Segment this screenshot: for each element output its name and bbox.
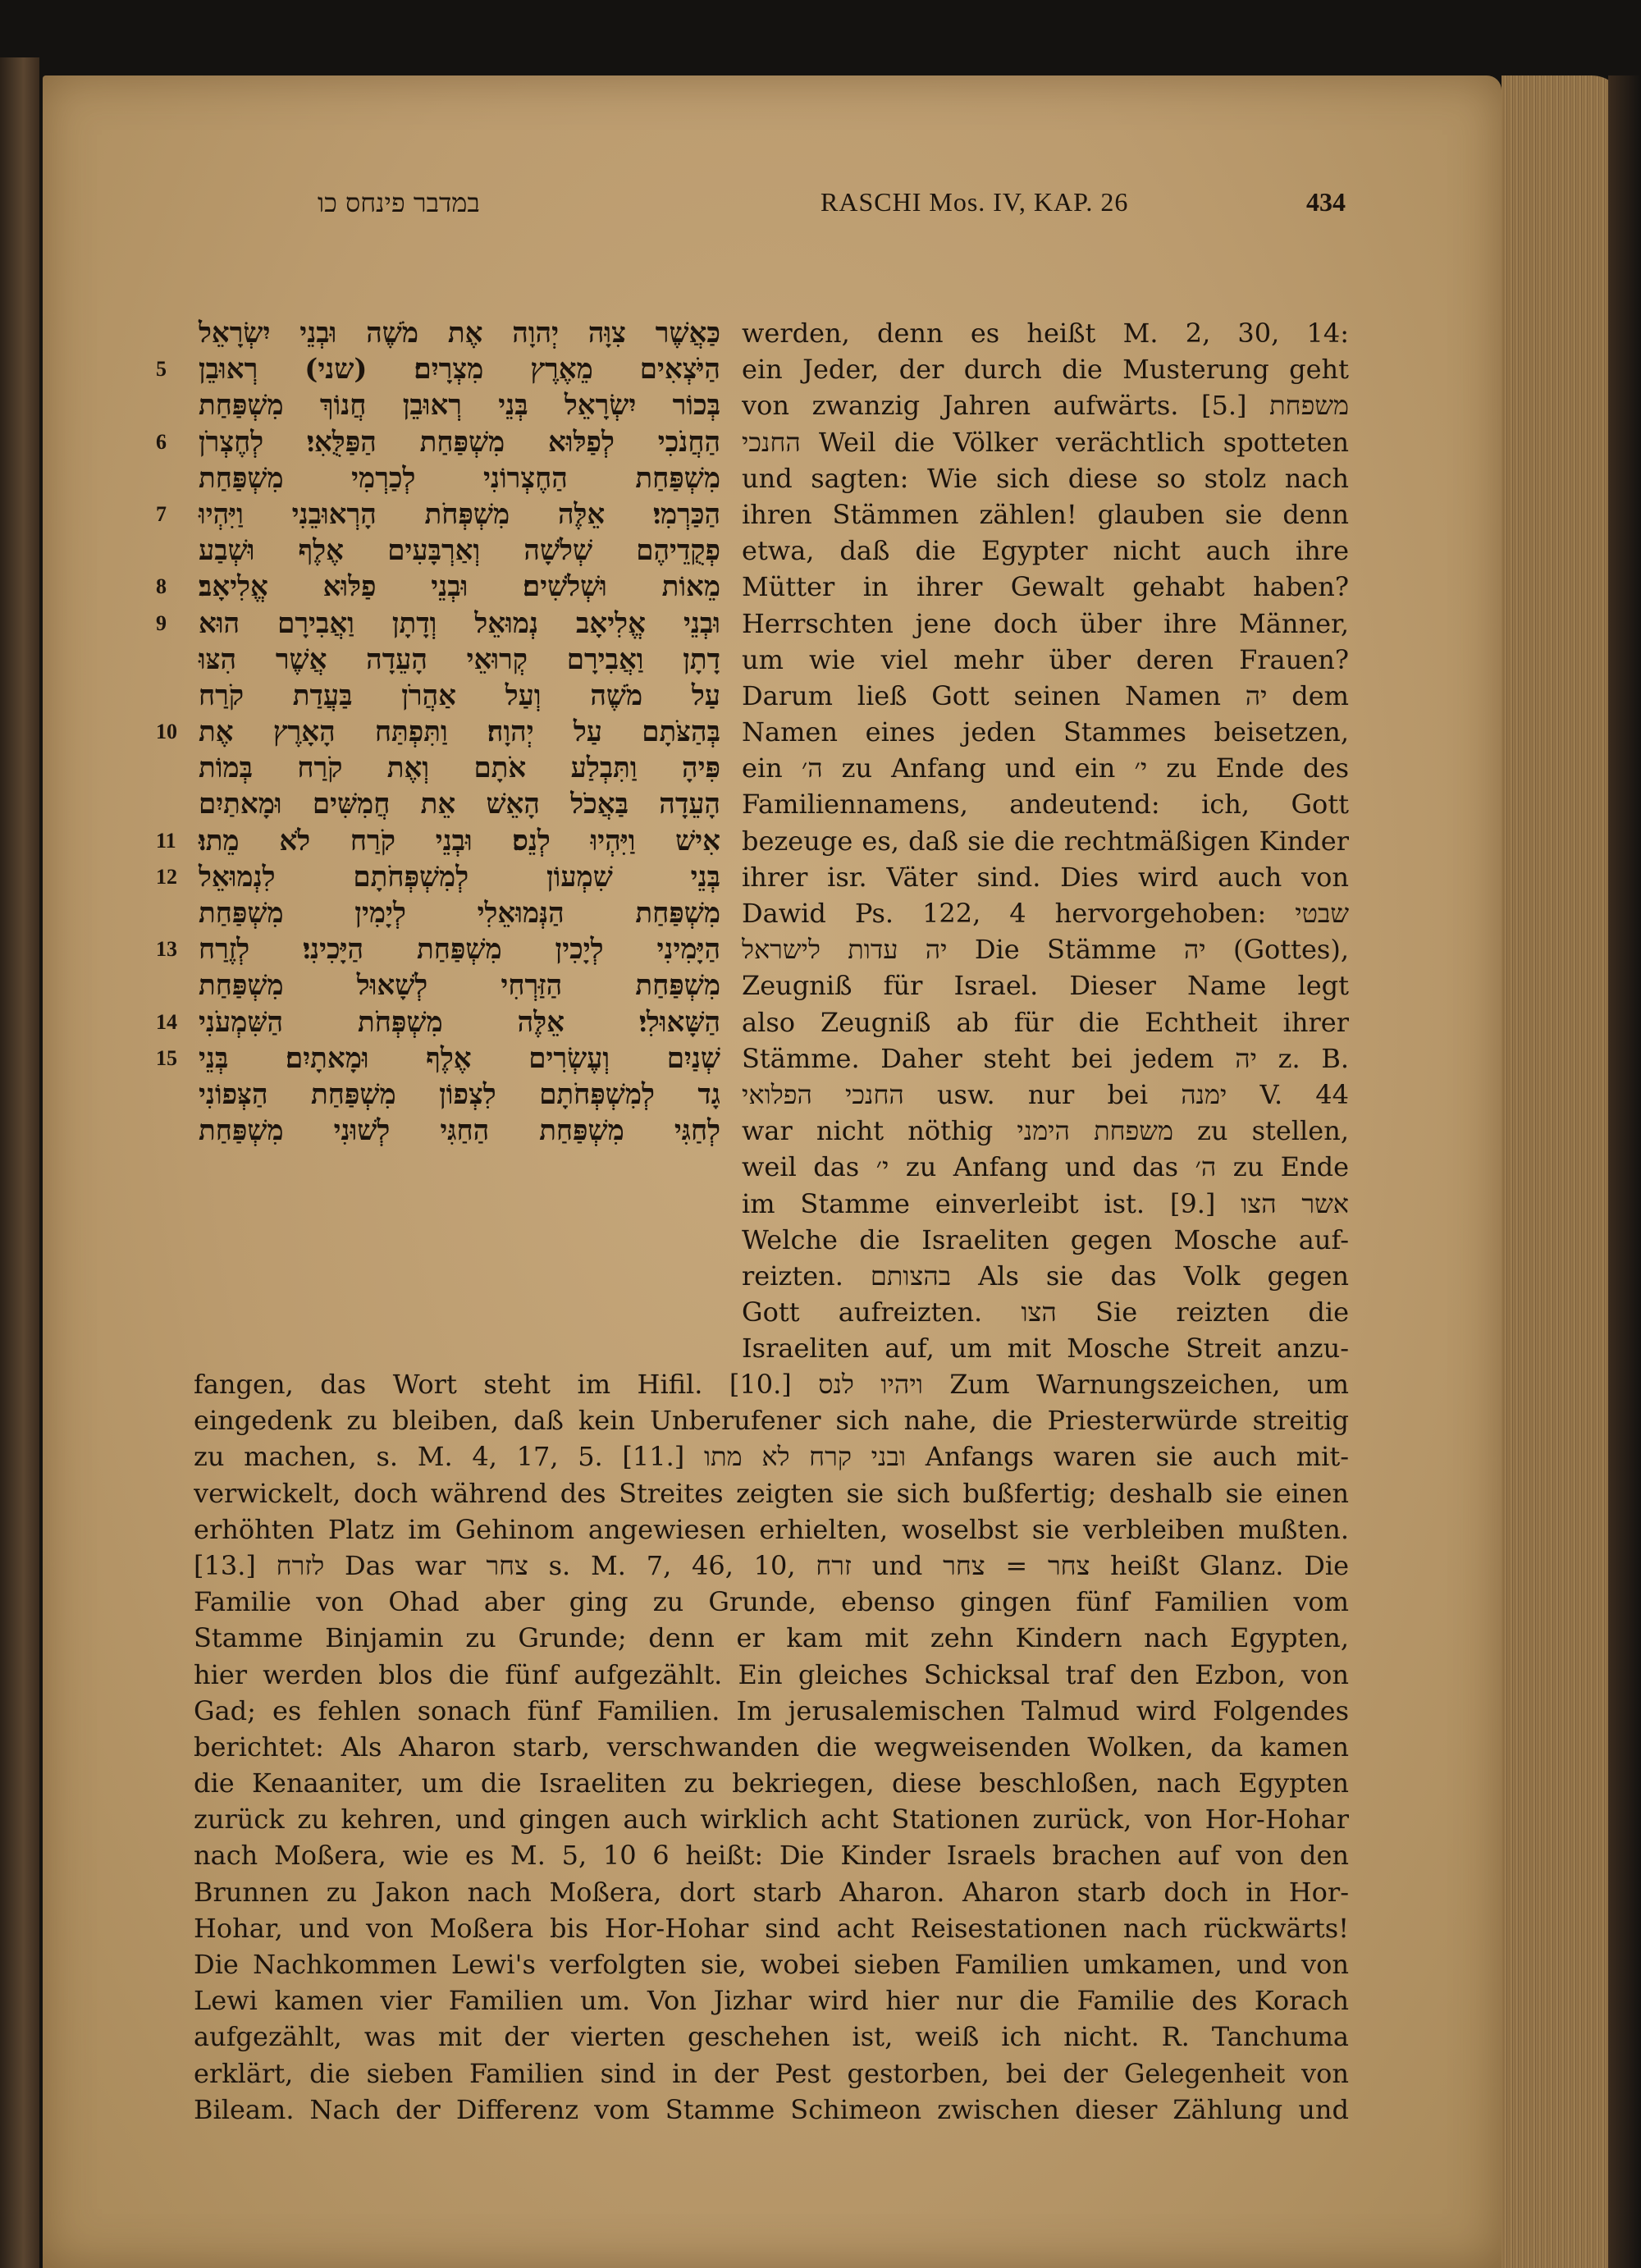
header-hebrew-title: במדבר פינחס כו: [318, 187, 480, 218]
hebrew-line: [156, 496, 720, 533]
commentary-line: reizten. בהצותם Als sie das Volk gegen: [742, 1260, 1349, 1292]
page-number: 434: [1306, 187, 1346, 217]
commentary-line: und sagten: Wie sich diese so stolz nach: [742, 462, 1349, 494]
hebrew-line: [156, 315, 720, 351]
book-page: [43, 75, 1502, 2268]
verse-number: 15: [156, 1045, 177, 1070]
hebrew-bible-text: [156, 315, 720, 1149]
commentary-line: Stämme. Daher steht bei jedem יה z. B.: [742, 1042, 1349, 1074]
verse-number: 14: [156, 1009, 177, 1034]
hebrew-line: [156, 642, 720, 678]
hebrew-line: [156, 387, 720, 423]
commentary-line: ein Jeder, der durch die Musterung geht: [742, 354, 1349, 386]
hebrew-line-text: הַכַּרְמִי׃ אֵלֶּה מִשְׁפְּחֹת הָרְאוּבֵנִי וַיִּהְיוּ: [199, 497, 720, 531]
commentary-line: Zeugniß für Israel. Dieser Name legt: [742, 970, 1349, 1002]
hebrew-line-text: מִשְׁפַּחַת הַחֶצְרוֹנִי לְכַרְמִי מִשְׁפַּחַת: [199, 461, 720, 495]
hebrew-line-text: אִישׁ וַיִּהְיוּ לְנֵס׃ וּבְנֵי קֹרַח לֹא מֵתוּ׃: [199, 824, 720, 857]
verse-number: 11: [156, 828, 176, 853]
hebrew-line-text: פִּיהָ וַתִּבְלַע אֹתָם וְאֶת קֹרַח בְּמוֹת: [199, 752, 720, 785]
commentary-full-width: [194, 1366, 1349, 2128]
commentary-line: Lewi kamen vier Familien um. Von Jizhar wird hier nur die Familie des Korach: [194, 1985, 1349, 2017]
hebrew-line: [156, 1077, 720, 1113]
hebrew-line-text: לְחַגִּי מִשְׁפַּחַת הַחַגִּי לְשׁוּנִי מִשְׁפַּחַת: [199, 1114, 720, 1148]
commentary-line: erklärt, die sieben Familien sind in der Pest gestorben, bei der Gelegenheit von: [194, 2057, 1349, 2089]
hebrew-line-text: הַשָּׁאוּלִי׃ אֵלֶּה מִשְׁפְּחֹת הַשִּׁמְעֹנִי: [199, 1005, 720, 1039]
commentary-line: Hohar, und von Moßera bis Hor-Hohar sind acht Reisestationen nach rückwärts!: [194, 1912, 1349, 1944]
hebrew-line-text: כַּאֲשֶׁר צִוָּה יְהוָה אֶת מֹשֶׁה וּבְנֵי יִשְׂרָאֵל: [199, 317, 720, 350]
hebrew-line: [156, 823, 720, 859]
hebrew-line-text: מֵאוֹת וּשְׁלֹשִׁים׃ וּבְנֵי פַלּוּא אֱלִיאָב׃: [199, 570, 720, 604]
hebrew-line: [156, 786, 720, 822]
left-page-edge: [0, 57, 39, 2268]
hebrew-line: [156, 750, 720, 786]
page-stack-shadow: [1608, 75, 1641, 2268]
hebrew-line: [156, 424, 720, 460]
commentary-line: Familiennamens, andeutend: ich, Gott: [742, 789, 1349, 821]
commentary-line: Familie von Ohad aber ging zu Grunde, ebenso gingen fünf Familien vom: [194, 1586, 1349, 1618]
commentary-line: zu machen, s. M. 4, 17, 5. [11.] ובני קרח לא מתו Anfangs waren sie auch mit-: [194, 1441, 1349, 1473]
commentary-line: aufgezählt, was mit der vierten geschehen ist, weiß ich nicht. R. Tanchuma: [194, 2021, 1349, 2053]
hebrew-line: [156, 859, 720, 895]
commentary-line: Gad; es fehlen sonach fünf Familien. Im jerusalemischen Talmud wird Folgendes: [194, 1694, 1349, 1726]
verse-number: 6: [156, 429, 167, 454]
commentary-line: Darum ließ Gott seinen Namen יה dem: [742, 679, 1349, 711]
hebrew-line-text: הָעֵדָה בַּאֲכֹל הָאֵשׁ אֵת חֲמִשִּׁים וּמָאתַיִם: [199, 788, 720, 821]
commentary-column: [742, 315, 1349, 1366]
commentary-line: Dawid Ps. 122, 4 hervorgehoben: שבטי: [742, 898, 1349, 929]
hebrew-line: [156, 931, 720, 967]
commentary-line: החנכי הפלואי usw. nur bei ימנה V. 44: [742, 1078, 1349, 1110]
commentary-line: ihrer isr. Väter sind. Dies wird auch von: [742, 861, 1349, 893]
hebrew-line: [156, 569, 720, 605]
hebrew-line: [156, 533, 720, 569]
commentary-line: also Zeugniß ab für die Echtheit ihrer: [742, 1006, 1349, 1038]
commentary-line: berichtet: Als Aharon starb, verschwanden die wegweisenden Wolken, da kamen: [194, 1731, 1349, 1763]
commentary-line: החנכי Weil die Völker verächtlich spotteten: [742, 426, 1349, 458]
commentary-line: bezeuge es, daß sie die rechtmäßigen Kinder: [742, 825, 1349, 857]
commentary-line: fangen, das Wort steht im Hifil. [10.] ויהיו לנס Zum Warnungszeichen, um: [194, 1369, 1349, 1400]
commentary-line: von zwanzig Jahren aufwärts. [5.] משפחת: [742, 390, 1349, 422]
commentary-line: Herrschten jene doch über ihre Männer,: [742, 607, 1349, 639]
hebrew-line-text: מִשְׁפַּחַת הַזַּרְחִי לְשָׁאוּל מִשְׁפַּחַת: [199, 969, 720, 1003]
hebrew-line: [156, 351, 720, 387]
hebrew-line: [156, 1113, 720, 1149]
commentary-line: Welche die Israeliten gegen Mosche auf-: [742, 1223, 1349, 1255]
hebrew-line-text: דָתָן וַאֲבִירָם קְרוּאֵי הָעֵדָה אֲשֶׁר הִצּוּ: [199, 642, 720, 676]
hebrew-line-text: מִשְׁפַּחַת הַנְּמוּאֵלִי לְיָמִין מִשְׁפַּחַת: [199, 897, 720, 930]
hebrew-line: [156, 1040, 720, 1077]
commentary-line: werden, denn es heißt M. 2, 30, 14:: [742, 318, 1349, 349]
commentary-line: zurück zu kehren, und gingen auch wirklich acht Stationen zurück, von Hor-Hohar: [194, 1804, 1349, 1836]
verse-number: 13: [156, 937, 177, 962]
verse-number: 10: [156, 720, 177, 744]
commentary-line: weil das י׳ zu Anfang und das ה׳ zu Ende: [742, 1151, 1349, 1183]
commentary-line: im Stamme einverleibt ist. [9.] אשר הצו: [742, 1187, 1349, 1219]
hebrew-line-text: בְּהַצֹּתָם עַל יְהוָה׃ וַתִּפְתַּח הָאָרֶץ אֶת: [199, 716, 720, 749]
verse-number: 7: [156, 501, 167, 526]
hebrew-line: [156, 714, 720, 750]
hebrew-line-text: בְּכוֹר יִשְׂרָאֵל בְּנֵי רְאוּבֵן חֲנוֹךְ מִשְׁפַּחַת: [199, 389, 720, 423]
verse-number: 8: [156, 574, 167, 599]
page-stack: [1502, 75, 1625, 2268]
commentary-line: die Kenaaniter, um die Israeliten zu bekriegen, diese beschloßen, nach Egypten: [194, 1767, 1349, 1799]
hebrew-line: [156, 606, 720, 642]
hebrew-line-text: וּבְנֵי אֱלִיאָב נְמוּאֵל וְדָתָן וַאֲבִירָם הוּא: [199, 606, 720, 640]
commentary-line: Bileam. Nach der Differenz vom Stamme Schimeon zwischen dieser Zählung und: [194, 2093, 1349, 2125]
hebrew-line-text: בְּנֵי שִׁמְעוֹן לְמִשְׁפְּחֹתָם לִנְמוּאֵל: [199, 860, 720, 894]
commentary-line: um wie viel mehr über deren Frauen?: [742, 643, 1349, 675]
commentary-line: etwa, daß die Egypter nicht auch ihre: [742, 535, 1349, 567]
commentary-line: erhöhten Platz im Gehinom angewiesen erhielten, woselbst sie verbleiben mußten.: [194, 1513, 1349, 1545]
verse-number: 12: [156, 864, 177, 889]
commentary-line: Namen eines jeden Stammes beisetzen,: [742, 716, 1349, 748]
commentary-line: Mütter in ihrer Gewalt gehabt haben?: [742, 571, 1349, 603]
commentary-line: יה עדות לישראל Die Stämme יה (Gottes),: [742, 934, 1349, 966]
hebrew-line: [156, 1004, 720, 1040]
hebrew-line: [156, 460, 720, 496]
commentary-line: war nicht nöthig משפחת הימני zu stellen,: [742, 1115, 1349, 1147]
commentary-line: eingedenk zu bleiben, daß kein Unberufener sich nahe, die Priesterwürde streitig: [194, 1405, 1349, 1437]
running-header: [43, 187, 1502, 236]
commentary-line: hier werden blos die fünf aufgezählt. Ein gleiches Schicksal traf den Ezbon, von: [194, 1658, 1349, 1690]
commentary-line: nach Moßera, wie es M. 5, 10 6 heißt: Die Kinder Israels brachen auf von den: [194, 1840, 1349, 1872]
commentary-line: ihren Stämmen zählen! glauben sie denn: [742, 498, 1349, 530]
commentary-line: ein ה׳ zu Anfang und ein י׳ zu Ende des: [742, 752, 1349, 784]
hebrew-line-text: פְקֻדֵיהֶם שְׁלֹשָׁה וְאַרְבָּעִים אֶלֶף וּשְׁבַע: [199, 534, 720, 568]
verse-number: 9: [156, 610, 167, 635]
commentary-line: verwickelt, doch während des Streites zeigten sie sich bußfertig; deshalb sie einen: [194, 1477, 1349, 1509]
hebrew-line-text: שְׁנַיִם וְעֶשְׂרִים אֶלֶף וּמָאתָיִם׃ בְּנֵי: [199, 1041, 720, 1075]
commentary-line: Brunnen zu Jakon nach Moßera, dort starb Aharon. Aharon starb doch in Hor-: [194, 1876, 1349, 1908]
hebrew-line: [156, 967, 720, 1004]
commentary-line: [13.] לזרח Das war צחר s. M. 7, 46, 10, זרח und צחר = צחר heißt Glanz. Die: [194, 1549, 1349, 1581]
hebrew-line-text: גָד לְמִשְׁפְּחֹתָם לִצְפוֹן מִשְׁפַּחַת הַצְּפוֹנִי: [199, 1077, 720, 1111]
commentary-line: Die Nachkommen Lewi's verfolgten sie, wobei sieben Familien umkamen, und von: [194, 1949, 1349, 1980]
hebrew-line: [156, 895, 720, 931]
hebrew-line: [156, 678, 720, 714]
commentary-line: Stamme Binjamin zu Grunde; denn er kam mit zehn Kindern nach Egypten,: [194, 1622, 1349, 1654]
hebrew-line-text: הַחֲנֹכִי לְפַלּוּא מִשְׁפַּחַת הַפַּלֻּאִי׃ לְחֶצְרֹן: [199, 425, 720, 459]
hebrew-line-text: עַל מֹשֶׁה וְעַל אַהֲרֹן בַּעֲדַת קֹרַח: [199, 679, 720, 712]
commentary-line: Israeliten auf, um mit Mosche Streit anzu-: [742, 1333, 1349, 1365]
commentary-line: Gott aufreizten. הצו Sie reizten die: [742, 1296, 1349, 1328]
hebrew-line-text: הַיָּמִינִי לְיָכִין מִשְׁפַּחַת הַיָּכִינִי׃ לְזֶרַח: [199, 933, 720, 967]
hebrew-line-text: הַיֹּצְאִים מֵאֶרֶץ מִצְרָיִם׃ (שני) רְאוּבֵן: [199, 353, 720, 386]
verse-number: 5: [156, 357, 167, 382]
header-title: RASCHI Mos. IV, KAP. 26: [820, 187, 1129, 217]
